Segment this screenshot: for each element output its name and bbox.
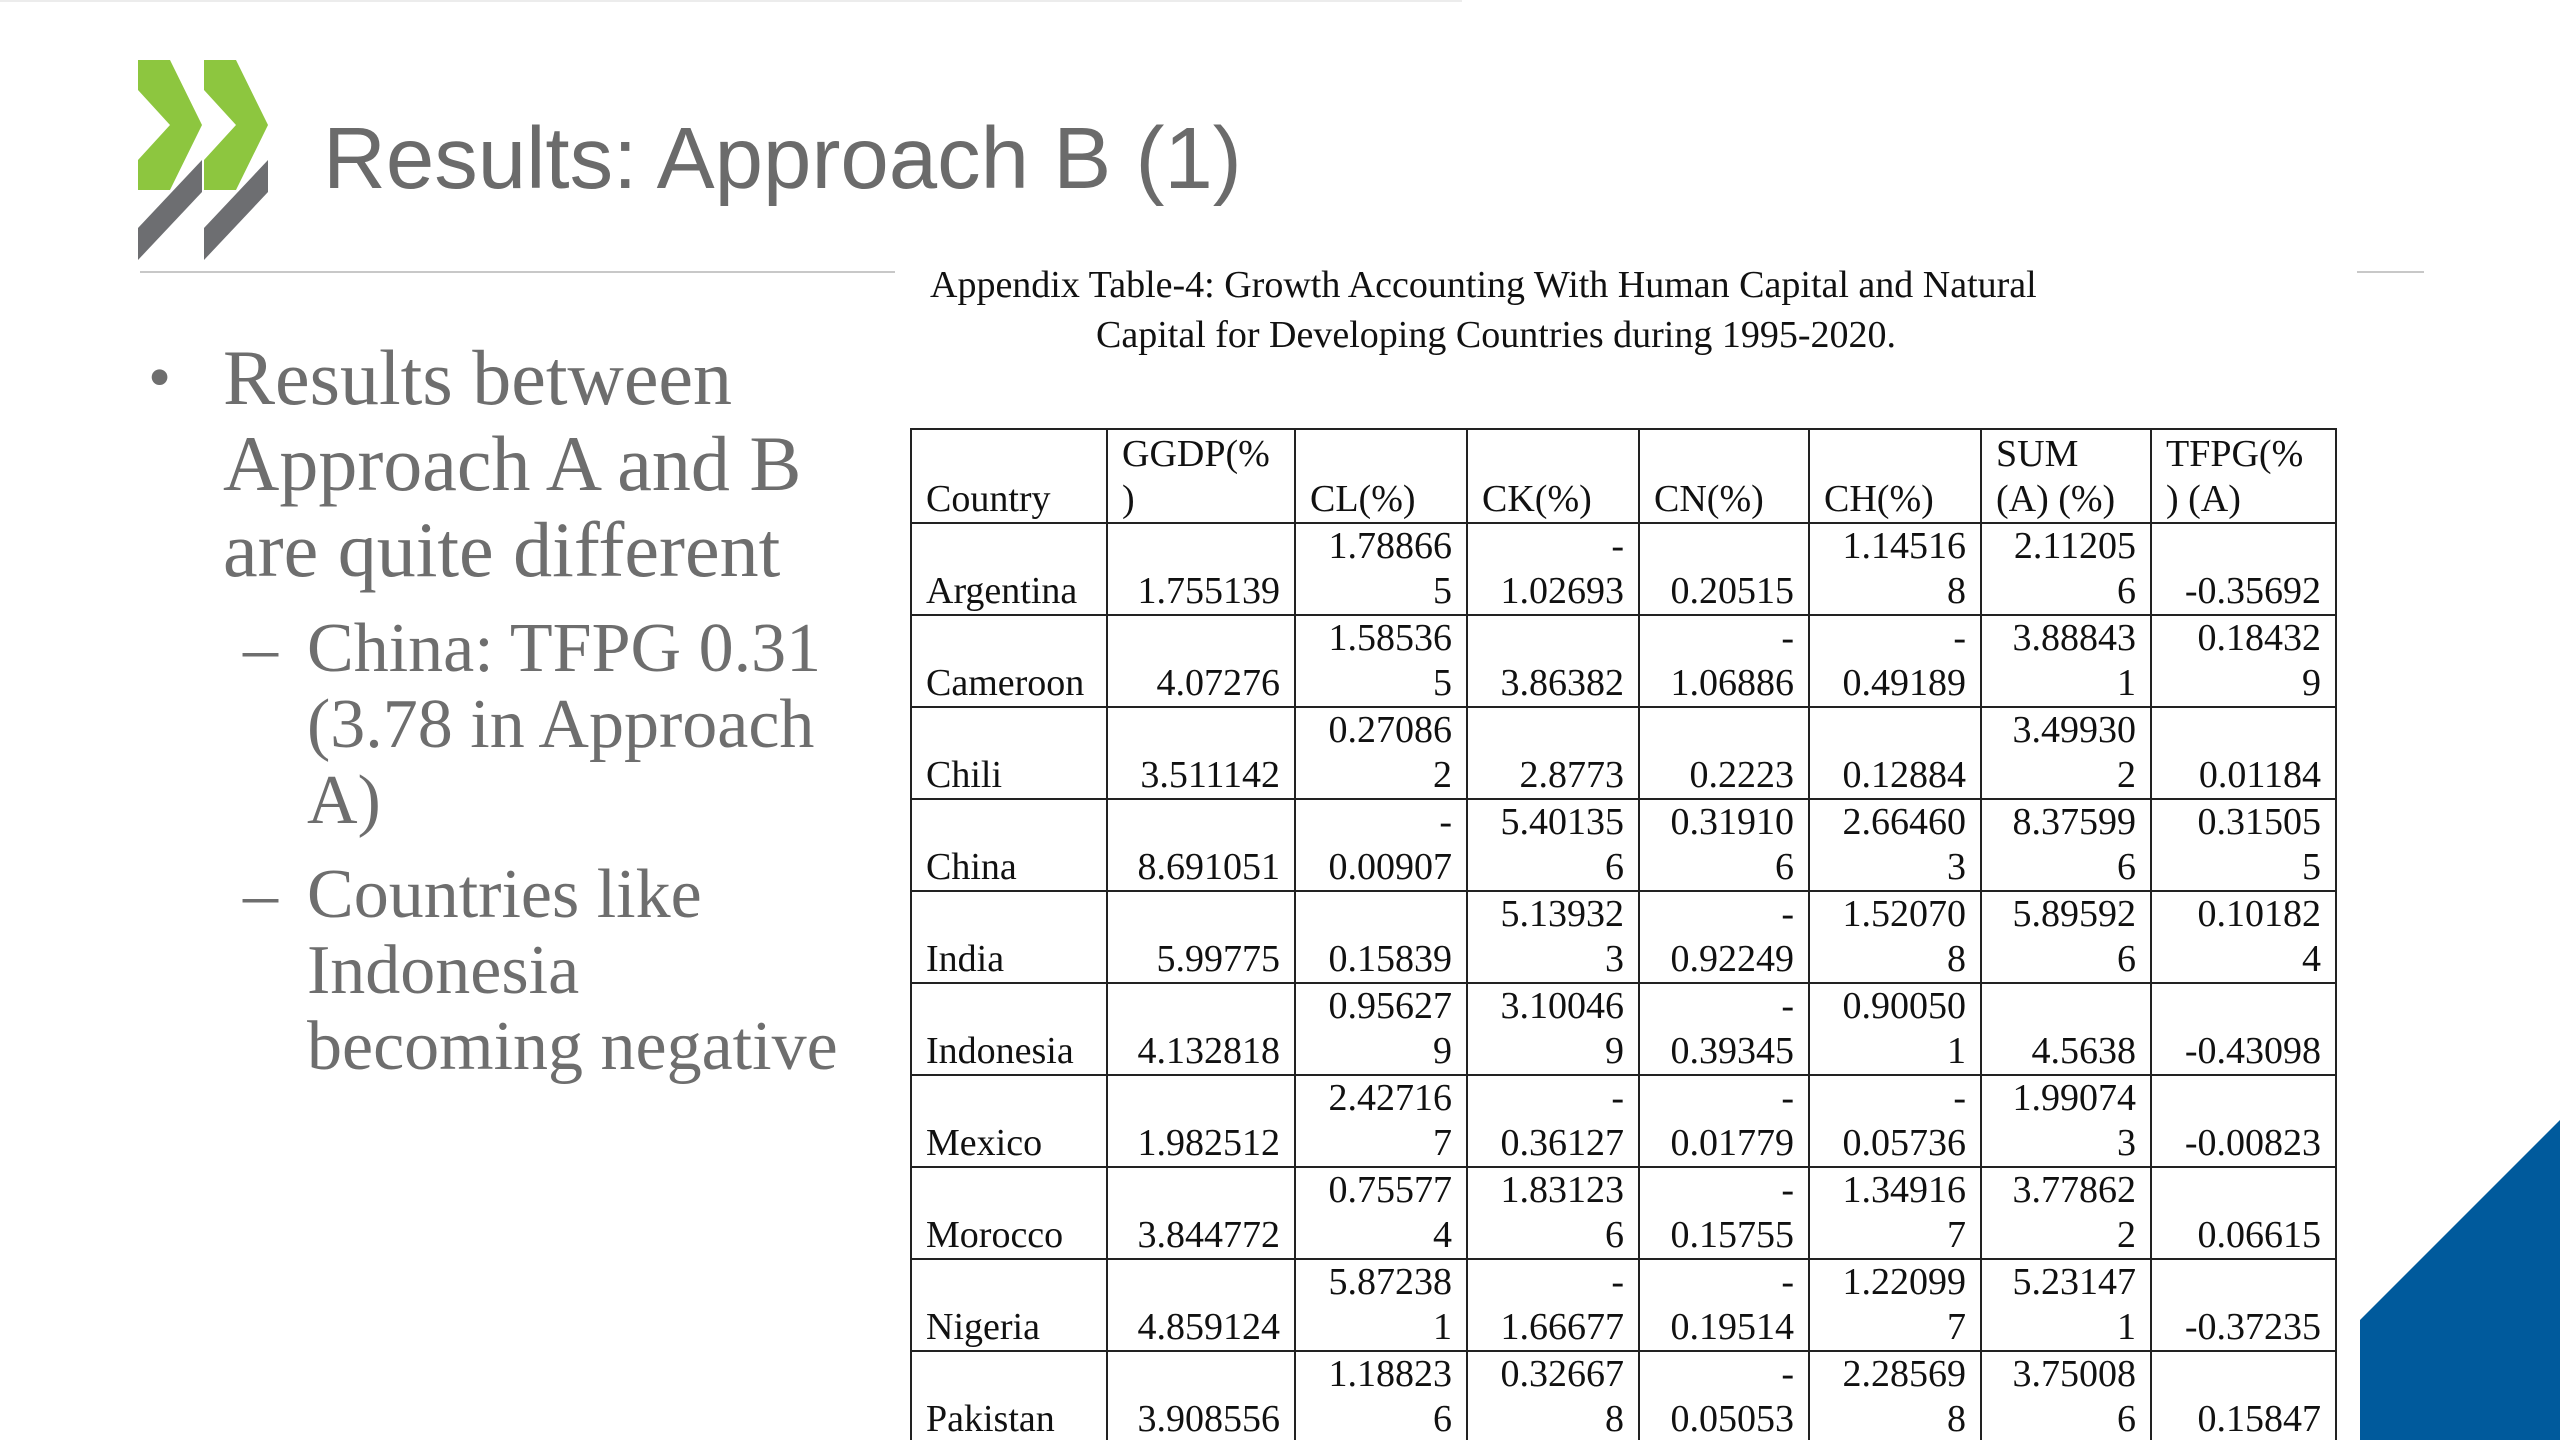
value-cell: - 1.02693	[1467, 523, 1639, 615]
value-cell: 8.37599 6	[1981, 799, 2151, 891]
value-cell: 1.83123 6	[1467, 1167, 1639, 1259]
value-cell: 0.27086 2	[1295, 707, 1467, 799]
value-cell: 0.15847	[2151, 1351, 2336, 1440]
value-cell: - 0.05053	[1639, 1351, 1809, 1440]
value-cell: 4.07276	[1107, 615, 1295, 707]
value-cell: - 0.39345	[1639, 983, 1809, 1075]
value-cell: 5.13932 3	[1467, 891, 1639, 983]
value-cell: 0.31910 6	[1639, 799, 1809, 891]
value-cell: 1.18823 6	[1295, 1351, 1467, 1440]
table-row	[911, 615, 2336, 707]
country-cell: Morocco	[911, 1167, 1107, 1259]
value-cell: -0.43098	[2151, 983, 2336, 1075]
sub-bullet-item	[140, 857, 840, 1085]
country-cell: Indonesia	[911, 983, 1107, 1075]
value-cell: 0.75577 4	[1295, 1167, 1467, 1259]
value-cell: 1.34916 7	[1809, 1167, 1981, 1259]
value-cell: 4.859124	[1107, 1259, 1295, 1351]
table-caption	[930, 260, 2170, 360]
value-cell: 1.58536 5	[1295, 615, 1467, 707]
bullet-list	[140, 335, 840, 1085]
value-cell: 5.89592 6	[1981, 891, 2151, 983]
value-cell: 5.40135 6	[1467, 799, 1639, 891]
value-cell: 0.2223	[1639, 707, 1809, 799]
value-cell: - 1.06886	[1639, 615, 1809, 707]
bullet-text: Results between Approach A and B are quite different	[223, 334, 802, 593]
country-cell: Nigeria	[911, 1259, 1107, 1351]
value-cell: 3.844772	[1107, 1167, 1295, 1259]
country-cell: China	[911, 799, 1107, 891]
value-cell: 0.12884	[1809, 707, 1981, 799]
slide-title: Results: Approach B (1)	[323, 110, 1242, 207]
value-cell: 0.01184	[2151, 707, 2336, 799]
header-country: Country	[911, 429, 1107, 523]
table-row	[911, 1075, 2336, 1167]
table-row	[911, 523, 2336, 615]
value-cell: 1.78866 5	[1295, 523, 1467, 615]
country-cell: Cameroon	[911, 615, 1107, 707]
dash-bullet-icon: –	[243, 610, 278, 687]
dash-bullet-icon: –	[243, 856, 278, 933]
country-cell: Chili	[911, 707, 1107, 799]
value-cell: 2.28569 8	[1809, 1351, 1981, 1440]
value-cell: 5.87238 1	[1295, 1259, 1467, 1351]
value-cell: - 0.01779	[1639, 1075, 1809, 1167]
header-sum: SUM (A) (%)	[1981, 429, 2151, 523]
title-underline-left	[140, 271, 895, 273]
value-cell: 2.11205 6	[1981, 523, 2151, 615]
table-header-row	[911, 429, 2336, 523]
value-cell: 1.14516 8	[1809, 523, 1981, 615]
value-cell: 3.511142	[1107, 707, 1295, 799]
value-cell: - 1.66677	[1467, 1259, 1639, 1351]
header-ch: CH(%)	[1809, 429, 1981, 523]
value-cell: 0.18432 9	[2151, 615, 2336, 707]
value-cell: 8.691051	[1107, 799, 1295, 891]
header-ck: CK(%)	[1467, 429, 1639, 523]
country-cell: India	[911, 891, 1107, 983]
value-cell: -0.37235	[2151, 1259, 2336, 1351]
table-row	[911, 1259, 2336, 1351]
sub-bullet-text: China: TFPG 0.31 (3.78 in Approach A)	[307, 610, 822, 839]
value-cell: 0.10182 4	[2151, 891, 2336, 983]
value-cell: 1.982512	[1107, 1075, 1295, 1167]
oecd-chevron-logo	[138, 60, 270, 260]
value-cell: 4.132818	[1107, 983, 1295, 1075]
growth-accounting-table	[910, 428, 2337, 1440]
value-cell: 0.32667 8	[1467, 1351, 1639, 1440]
value-cell: 0.20515	[1639, 523, 1809, 615]
header-tfpg: TFPG(% ) (A)	[2151, 429, 2336, 523]
value-cell: 3.49930 2	[1981, 707, 2151, 799]
value-cell: 3.86382	[1467, 615, 1639, 707]
sub-bullet-item	[140, 611, 840, 839]
value-cell: 1.755139	[1107, 523, 1295, 615]
value-cell: 5.99775	[1107, 891, 1295, 983]
value-cell: 2.8773	[1467, 707, 1639, 799]
table-row	[911, 707, 2336, 799]
table-row	[911, 891, 2336, 983]
sub-bullet-text: Countries like Indonesia becoming negative	[307, 856, 838, 1085]
table-row	[911, 799, 2336, 891]
header-cl: CL(%)	[1295, 429, 1467, 523]
title-underline-middle	[0, 0, 1462, 2]
header-cn: CN(%)	[1639, 429, 1809, 523]
value-cell: 4.5638	[1981, 983, 2151, 1075]
value-cell: 0.06615	[2151, 1167, 2336, 1259]
value-cell: 3.75008 6	[1981, 1351, 2151, 1440]
header-ggdp: GGDP(% )	[1107, 429, 1295, 523]
bullet-item	[140, 335, 840, 593]
bullet-dot-icon: •	[148, 341, 172, 414]
value-cell: -0.35692	[2151, 523, 2336, 615]
value-cell: 1.52070 8	[1809, 891, 1981, 983]
table-body	[911, 523, 2336, 1440]
country-cell: Pakistan	[911, 1351, 1107, 1440]
value-cell: 0.31505 5	[2151, 799, 2336, 891]
caption-line-2: Capital for Developing Countries during 1995-2020.	[1096, 314, 1896, 356]
value-cell: - 0.05736	[1809, 1075, 1981, 1167]
value-cell: 2.66460 3	[1809, 799, 1981, 891]
caption-line-1: Appendix Table-4: Growth Accounting With Human Capital and Natural	[930, 264, 2037, 306]
value-cell: 3.77862 2	[1981, 1167, 2151, 1259]
value-cell: - 0.36127	[1467, 1075, 1639, 1167]
country-cell: Mexico	[911, 1075, 1107, 1167]
value-cell: 0.15839	[1295, 891, 1467, 983]
value-cell: -0.00823	[2151, 1075, 2336, 1167]
value-cell: 3.88843 1	[1981, 615, 2151, 707]
value-cell: 3.10046 9	[1467, 983, 1639, 1075]
table-row	[911, 983, 2336, 1075]
table-row	[911, 1351, 2336, 1440]
country-cell: Argentina	[911, 523, 1107, 615]
value-cell: 5.23147 1	[1981, 1259, 2151, 1351]
value-cell: 0.90050 1	[1809, 983, 1981, 1075]
value-cell: 1.99074 3	[1981, 1075, 2151, 1167]
title-underline-right	[2357, 271, 2424, 273]
value-cell: 1.22099 7	[1809, 1259, 1981, 1351]
value-cell: 0.95627 9	[1295, 983, 1467, 1075]
value-cell: - 0.49189	[1809, 615, 1981, 707]
corner-blue-triangle	[2360, 1120, 2560, 1440]
value-cell: - 0.00907	[1295, 799, 1467, 891]
value-cell: - 0.19514	[1639, 1259, 1809, 1351]
value-cell: - 0.92249	[1639, 891, 1809, 983]
table-row	[911, 1167, 2336, 1259]
value-cell: - 0.15755	[1639, 1167, 1809, 1259]
value-cell: 2.42716 7	[1295, 1075, 1467, 1167]
value-cell: 3.908556	[1107, 1351, 1295, 1440]
